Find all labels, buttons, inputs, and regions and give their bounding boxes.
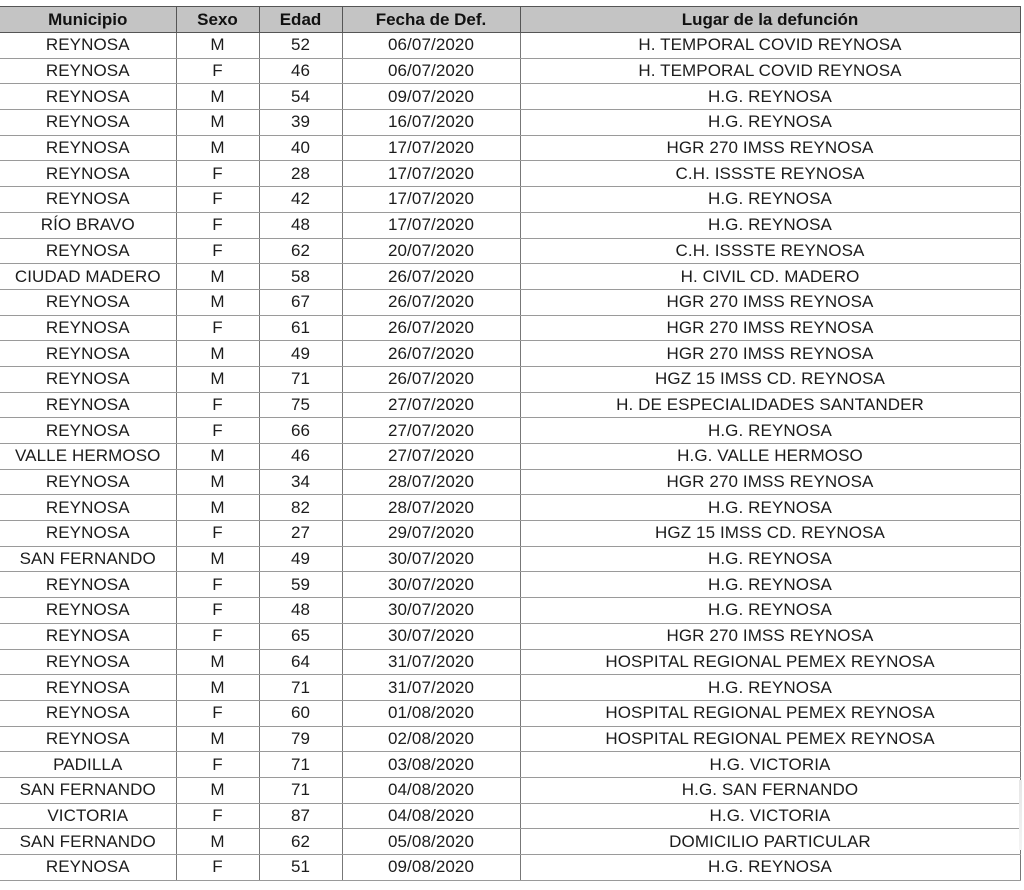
cell-edad: 46 [259,444,342,470]
cell-edad: 46 [259,58,342,84]
cell-municipio: REYNOSA [0,392,176,418]
table-row [0,777,1020,803]
cell-sexo: F [176,623,259,649]
cell-municipio: REYNOSA [0,495,176,521]
cell-lugar: H. CIVIL CD. MADERO [520,264,1020,290]
cell-sexo: F [176,855,259,881]
cell-edad: 65 [259,623,342,649]
cell-municipio: REYNOSA [0,110,176,136]
cell-municipio: REYNOSA [0,84,176,110]
table-row [0,212,1020,238]
cell-lugar: HOSPITAL REGIONAL PEMEX REYNOSA [520,649,1020,675]
cell-municipio: REYNOSA [0,469,176,495]
cell-edad: 54 [259,84,342,110]
cell-sexo: M [176,495,259,521]
cell-edad: 64 [259,649,342,675]
cell-fecha: 16/07/2020 [342,110,520,136]
cell-municipio: VALLE HERMOSO [0,444,176,470]
cell-municipio: CIUDAD MADERO [0,264,176,290]
table-row [0,341,1020,367]
cell-lugar: H. TEMPORAL COVID REYNOSA [520,33,1020,59]
table-row [0,598,1020,624]
cell-fecha: 30/07/2020 [342,598,520,624]
table-body [0,33,1020,881]
cell-municipio: REYNOSA [0,238,176,264]
cell-lugar: HGR 270 IMSS REYNOSA [520,469,1020,495]
cell-municipio: REYNOSA [0,161,176,187]
cell-edad: 62 [259,238,342,264]
table-row [0,572,1020,598]
cell-sexo: M [176,649,259,675]
table-row [0,444,1020,470]
cell-fecha: 04/08/2020 [342,803,520,829]
cell-fecha: 26/07/2020 [342,366,520,392]
cell-sexo: M [176,444,259,470]
cell-fecha: 31/07/2020 [342,649,520,675]
cell-lugar: H. DE ESPECIALIDADES SANTANDER [520,392,1020,418]
cell-lugar: H.G. REYNOSA [520,418,1020,444]
cell-lugar: H.G. REYNOSA [520,495,1020,521]
cell-municipio: REYNOSA [0,418,176,444]
cell-fecha: 28/07/2020 [342,495,520,521]
cell-sexo: F [176,418,259,444]
cell-fecha: 02/08/2020 [342,726,520,752]
table-row [0,495,1020,521]
cell-sexo: M [176,84,259,110]
cell-fecha: 26/07/2020 [342,315,520,341]
cell-fecha: 31/07/2020 [342,675,520,701]
table-row [0,110,1020,136]
cell-edad: 79 [259,726,342,752]
cell-lugar: HGR 270 IMSS REYNOSA [520,135,1020,161]
cell-lugar: DOMICILIO PARTICULAR [520,829,1020,855]
cell-municipio: PADILLA [0,752,176,778]
cell-edad: 49 [259,546,342,572]
cell-sexo: M [176,469,259,495]
cell-sexo: M [176,726,259,752]
cell-municipio: REYNOSA [0,33,176,59]
cell-lugar: H.G. REYNOSA [520,546,1020,572]
table-row [0,161,1020,187]
cell-fecha: 27/07/2020 [342,392,520,418]
cell-fecha: 27/07/2020 [342,444,520,470]
cell-fecha: 09/08/2020 [342,855,520,881]
cell-municipio: REYNOSA [0,855,176,881]
header-fecha: Fecha de Def. [342,7,520,33]
table-row [0,33,1020,59]
table-row [0,84,1020,110]
cell-municipio: RÍO BRAVO [0,212,176,238]
cell-fecha: 06/07/2020 [342,33,520,59]
cell-municipio: REYNOSA [0,623,176,649]
cell-fecha: 29/07/2020 [342,521,520,547]
cell-fecha: 04/08/2020 [342,777,520,803]
cell-lugar: C.H. ISSSTE REYNOSA [520,238,1020,264]
table-row [0,803,1020,829]
cell-edad: 48 [259,598,342,624]
cell-municipio: REYNOSA [0,700,176,726]
table-row [0,135,1020,161]
cell-lugar: HGZ 15 IMSS CD. REYNOSA [520,366,1020,392]
cell-lugar: H.G. REYNOSA [520,212,1020,238]
table-row [0,58,1020,84]
cell-municipio: REYNOSA [0,315,176,341]
cell-edad: 66 [259,418,342,444]
cell-edad: 51 [259,855,342,881]
table-row [0,469,1020,495]
cell-municipio: REYNOSA [0,289,176,315]
cell-edad: 71 [259,675,342,701]
cell-lugar: H.G. REYNOSA [520,598,1020,624]
cell-sexo: M [176,675,259,701]
cell-edad: 27 [259,521,342,547]
table-row [0,315,1020,341]
cell-fecha: 17/07/2020 [342,135,520,161]
table-row [0,726,1020,752]
cell-sexo: F [176,521,259,547]
table-row [0,264,1020,290]
cell-sexo: M [176,341,259,367]
cell-lugar: H.G. REYNOSA [520,110,1020,136]
table-row [0,829,1020,855]
cell-lugar: C.H. ISSSTE REYNOSA [520,161,1020,187]
cell-municipio: REYNOSA [0,341,176,367]
cell-lugar: HOSPITAL REGIONAL PEMEX REYNOSA [520,700,1020,726]
cell-sexo: M [176,289,259,315]
cell-fecha: 30/07/2020 [342,572,520,598]
header-sexo: Sexo [176,7,259,33]
table-row [0,238,1020,264]
cell-edad: 71 [259,777,342,803]
table-row [0,521,1020,547]
header-edad: Edad [259,7,342,33]
cell-sexo: F [176,803,259,829]
cell-edad: 42 [259,187,342,213]
cell-municipio: REYNOSA [0,366,176,392]
cell-municipio: REYNOSA [0,598,176,624]
cell-sexo: F [176,161,259,187]
table-row [0,366,1020,392]
cell-fecha: 30/07/2020 [342,546,520,572]
table-row [0,649,1020,675]
cell-edad: 39 [259,110,342,136]
cell-lugar: HGZ 15 IMSS CD. REYNOSA [520,521,1020,547]
cell-lugar: H.G. REYNOSA [520,187,1020,213]
cell-municipio: SAN FERNANDO [0,777,176,803]
cell-edad: 71 [259,366,342,392]
cell-fecha: 17/07/2020 [342,161,520,187]
cell-municipio: REYNOSA [0,572,176,598]
cell-edad: 87 [259,803,342,829]
cell-edad: 49 [259,341,342,367]
table-row [0,289,1020,315]
cell-fecha: 06/07/2020 [342,58,520,84]
table-row [0,752,1020,778]
cell-sexo: M [176,110,259,136]
cell-edad: 58 [259,264,342,290]
cell-lugar: H.G. REYNOSA [520,84,1020,110]
table-row [0,392,1020,418]
cell-municipio: REYNOSA [0,726,176,752]
cell-edad: 67 [259,289,342,315]
cell-sexo: M [176,135,259,161]
cell-lugar: H.G. REYNOSA [520,855,1020,881]
deaths-table [0,6,1021,881]
cell-sexo: F [176,700,259,726]
cell-edad: 62 [259,829,342,855]
cell-lugar: H.G. VALLE HERMOSO [520,444,1020,470]
cell-municipio: REYNOSA [0,521,176,547]
table-row [0,855,1020,881]
cell-sexo: F [176,187,259,213]
header-lugar: Lugar de la defunción [520,7,1020,33]
table-header-row [0,7,1020,33]
cell-sexo: F [176,315,259,341]
cell-edad: 60 [259,700,342,726]
cell-municipio: REYNOSA [0,135,176,161]
table-row [0,700,1020,726]
cell-sexo: F [176,752,259,778]
cell-municipio: REYNOSA [0,187,176,213]
cell-municipio: REYNOSA [0,649,176,675]
cell-lugar: HGR 270 IMSS REYNOSA [520,315,1020,341]
deaths-sheet [0,6,1024,881]
cell-sexo: F [176,58,259,84]
cell-sexo: F [176,572,259,598]
cell-edad: 61 [259,315,342,341]
cell-lugar: H.G. REYNOSA [520,572,1020,598]
cell-sexo: M [176,366,259,392]
cell-lugar: HGR 270 IMSS REYNOSA [520,289,1020,315]
cell-sexo: F [176,392,259,418]
cell-fecha: 03/08/2020 [342,752,520,778]
cell-lugar: HGR 270 IMSS REYNOSA [520,623,1020,649]
cell-edad: 75 [259,392,342,418]
cell-edad: 52 [259,33,342,59]
table-row [0,675,1020,701]
cell-fecha: 20/07/2020 [342,238,520,264]
scan-edge-mark [1019,780,1022,850]
cell-sexo: M [176,546,259,572]
cell-lugar: H.G. SAN FERNANDO [520,777,1020,803]
table-row [0,187,1020,213]
cell-edad: 40 [259,135,342,161]
cell-sexo: F [176,238,259,264]
cell-fecha: 27/07/2020 [342,418,520,444]
cell-sexo: M [176,33,259,59]
cell-fecha: 09/07/2020 [342,84,520,110]
cell-lugar: H. TEMPORAL COVID REYNOSA [520,58,1020,84]
cell-fecha: 26/07/2020 [342,341,520,367]
cell-sexo: F [176,598,259,624]
cell-sexo: F [176,212,259,238]
cell-lugar: HGR 270 IMSS REYNOSA [520,341,1020,367]
cell-fecha: 30/07/2020 [342,623,520,649]
table-row [0,623,1020,649]
cell-edad: 28 [259,161,342,187]
cell-lugar: HOSPITAL REGIONAL PEMEX REYNOSA [520,726,1020,752]
cell-edad: 34 [259,469,342,495]
header-municipio: Municipio [0,7,176,33]
cell-municipio: VICTORIA [0,803,176,829]
cell-municipio: REYNOSA [0,675,176,701]
cell-municipio: REYNOSA [0,58,176,84]
cell-lugar: H.G. REYNOSA [520,675,1020,701]
cell-fecha: 26/07/2020 [342,264,520,290]
cell-edad: 59 [259,572,342,598]
cell-municipio: SAN FERNANDO [0,829,176,855]
cell-sexo: M [176,829,259,855]
cell-fecha: 05/08/2020 [342,829,520,855]
cell-fecha: 26/07/2020 [342,289,520,315]
cell-edad: 82 [259,495,342,521]
cell-fecha: 01/08/2020 [342,700,520,726]
table-row [0,418,1020,444]
cell-lugar: H.G. VICTORIA [520,803,1020,829]
cell-fecha: 28/07/2020 [342,469,520,495]
table-row [0,546,1020,572]
cell-fecha: 17/07/2020 [342,212,520,238]
cell-sexo: M [176,264,259,290]
cell-fecha: 17/07/2020 [342,187,520,213]
cell-sexo: M [176,777,259,803]
cell-edad: 71 [259,752,342,778]
cell-municipio: SAN FERNANDO [0,546,176,572]
cell-lugar: H.G. VICTORIA [520,752,1020,778]
cell-edad: 48 [259,212,342,238]
